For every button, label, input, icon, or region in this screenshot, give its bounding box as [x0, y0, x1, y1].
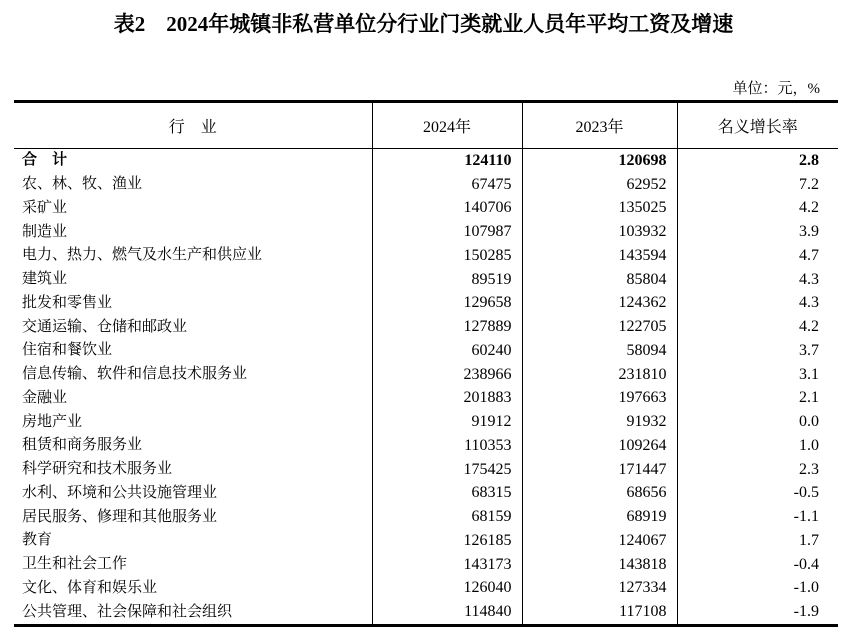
table-row — [14, 292, 838, 316]
table-row — [14, 220, 838, 244]
cell-2024: 60240 — [372, 339, 522, 363]
cell-2023: 120698 — [522, 149, 677, 173]
cell-2023: 143818 — [522, 553, 677, 577]
cell-industry: 卫生和社会工作 — [22, 556, 128, 573]
table-row — [14, 387, 838, 411]
table-row — [14, 315, 838, 339]
table-row — [14, 268, 838, 292]
cell-industry: 水利、环境和公共设施管理业 — [22, 484, 218, 501]
cell-growth-rate: 3.1 — [677, 363, 838, 387]
table-row — [14, 197, 838, 221]
cell-growth-rate: -0.4 — [677, 553, 838, 577]
cell-2024: 107987 — [372, 220, 522, 244]
cell-growth-rate: 1.7 — [677, 529, 838, 553]
cell-industry: 居民服务、修理和其他服务业 — [22, 508, 218, 525]
cell-industry: 信息传输、软件和信息技术服务业 — [22, 366, 248, 383]
cell-2024: 126040 — [372, 577, 522, 601]
cell-2023: 231810 — [522, 363, 677, 387]
cell-industry: 制造业 — [22, 223, 68, 240]
cell-industry: 住宿和餐饮业 — [22, 342, 113, 359]
cell-2024: 143173 — [372, 553, 522, 577]
cell-industry: 租赁和商务服务业 — [22, 437, 143, 454]
cell-2023: 124362 — [522, 292, 677, 316]
cell-industry: 公共管理、社会保障和社会组织 — [22, 603, 233, 620]
column-header-industry: 行 业 — [14, 102, 372, 149]
cell-2024: 124110 — [372, 149, 522, 173]
cell-growth-rate: 7.2 — [677, 173, 838, 197]
cell-2023: 127334 — [522, 577, 677, 601]
table-row — [14, 529, 838, 553]
table-row — [14, 173, 838, 197]
cell-2023: 68919 — [522, 505, 677, 529]
table-row — [14, 458, 838, 482]
cell-growth-rate: -1.0 — [677, 577, 838, 601]
cell-2024: 68159 — [372, 505, 522, 529]
cell-industry: 农、林、牧、渔业 — [22, 176, 143, 193]
cell-2023: 135025 — [522, 197, 677, 221]
cell-growth-rate: 3.7 — [677, 339, 838, 363]
table-row — [14, 434, 838, 458]
cell-growth-rate: -1.9 — [677, 600, 838, 625]
cell-industry: 教育 — [22, 532, 53, 549]
cell-growth-rate: -1.1 — [677, 505, 838, 529]
cell-2024: 129658 — [372, 292, 522, 316]
cell-growth-rate: 4.3 — [677, 268, 838, 292]
cell-2023: 91932 — [522, 410, 677, 434]
table-body — [14, 149, 838, 626]
cell-industry: 科学研究和技术服务业 — [22, 461, 173, 478]
cell-growth-rate: 2.1 — [677, 387, 838, 411]
cell-2024: 91912 — [372, 410, 522, 434]
table-row — [14, 149, 838, 173]
cell-growth-rate: 4.7 — [677, 244, 838, 268]
table-row — [14, 339, 838, 363]
table-row — [14, 244, 838, 268]
cell-industry: 建筑业 — [22, 271, 68, 288]
cell-growth-rate: 4.3 — [677, 292, 838, 316]
cell-2024: 110353 — [372, 434, 522, 458]
cell-growth-rate: 2.3 — [677, 458, 838, 482]
cell-2023: 58094 — [522, 339, 677, 363]
table-row — [14, 482, 838, 506]
cell-industry: 房地产业 — [22, 413, 83, 430]
wage-table — [14, 100, 838, 627]
cell-industry: 交通运输、仓储和邮政业 — [22, 318, 188, 335]
table-row — [14, 553, 838, 577]
cell-2023: 171447 — [522, 458, 677, 482]
cell-2023: 197663 — [522, 387, 677, 411]
cell-industry: 采矿业 — [22, 199, 68, 216]
cell-industry: 合 计 — [22, 152, 68, 169]
column-header-2023: 2023年 — [522, 102, 677, 149]
unit-label: 单位：元，% — [732, 81, 820, 97]
cell-industry: 批发和零售业 — [22, 294, 113, 311]
table-row — [14, 410, 838, 434]
cell-industry: 文化、体育和娱乐业 — [22, 579, 158, 596]
cell-2024: 67475 — [372, 173, 522, 197]
cell-2024: 89519 — [372, 268, 522, 292]
cell-2024: 127889 — [372, 315, 522, 339]
cell-growth-rate: 3.9 — [677, 220, 838, 244]
cell-2024: 68315 — [372, 482, 522, 506]
cell-2024: 238966 — [372, 363, 522, 387]
cell-growth-rate: 4.2 — [677, 315, 838, 339]
cell-growth-rate: -0.5 — [677, 482, 838, 506]
cell-2023: 103932 — [522, 220, 677, 244]
column-header-2024: 2024年 — [372, 102, 522, 149]
cell-growth-rate: 0.0 — [677, 410, 838, 434]
header-row — [14, 102, 838, 149]
cell-2024: 126185 — [372, 529, 522, 553]
table-title: 表2 2024年城镇非私营单位分行业门类就业人员年平均工资及增速 — [113, 12, 734, 36]
table-row — [14, 363, 838, 387]
cell-2023: 143594 — [522, 244, 677, 268]
cell-2024: 175425 — [372, 458, 522, 482]
cell-2023: 68656 — [522, 482, 677, 506]
table-row — [14, 577, 838, 601]
cell-2023: 62952 — [522, 173, 677, 197]
cell-2023: 122705 — [522, 315, 677, 339]
cell-growth-rate: 1.0 — [677, 434, 838, 458]
cell-2023: 124067 — [522, 529, 677, 553]
cell-2024: 114840 — [372, 600, 522, 625]
cell-2023: 109264 — [522, 434, 677, 458]
table-row — [14, 505, 838, 529]
cell-industry: 金融业 — [22, 389, 68, 406]
cell-2023: 117108 — [522, 600, 677, 625]
column-header-growth-rate: 名义增长率 — [677, 102, 838, 149]
cell-growth-rate: 4.2 — [677, 197, 838, 221]
cell-industry: 电力、热力、燃气及水生产和供应业 — [22, 247, 263, 264]
cell-growth-rate: 2.8 — [677, 149, 838, 173]
cell-2024: 140706 — [372, 197, 522, 221]
cell-2024: 150285 — [372, 244, 522, 268]
table-row — [14, 600, 838, 625]
cell-2023: 85804 — [522, 268, 677, 292]
cell-2024: 201883 — [372, 387, 522, 411]
